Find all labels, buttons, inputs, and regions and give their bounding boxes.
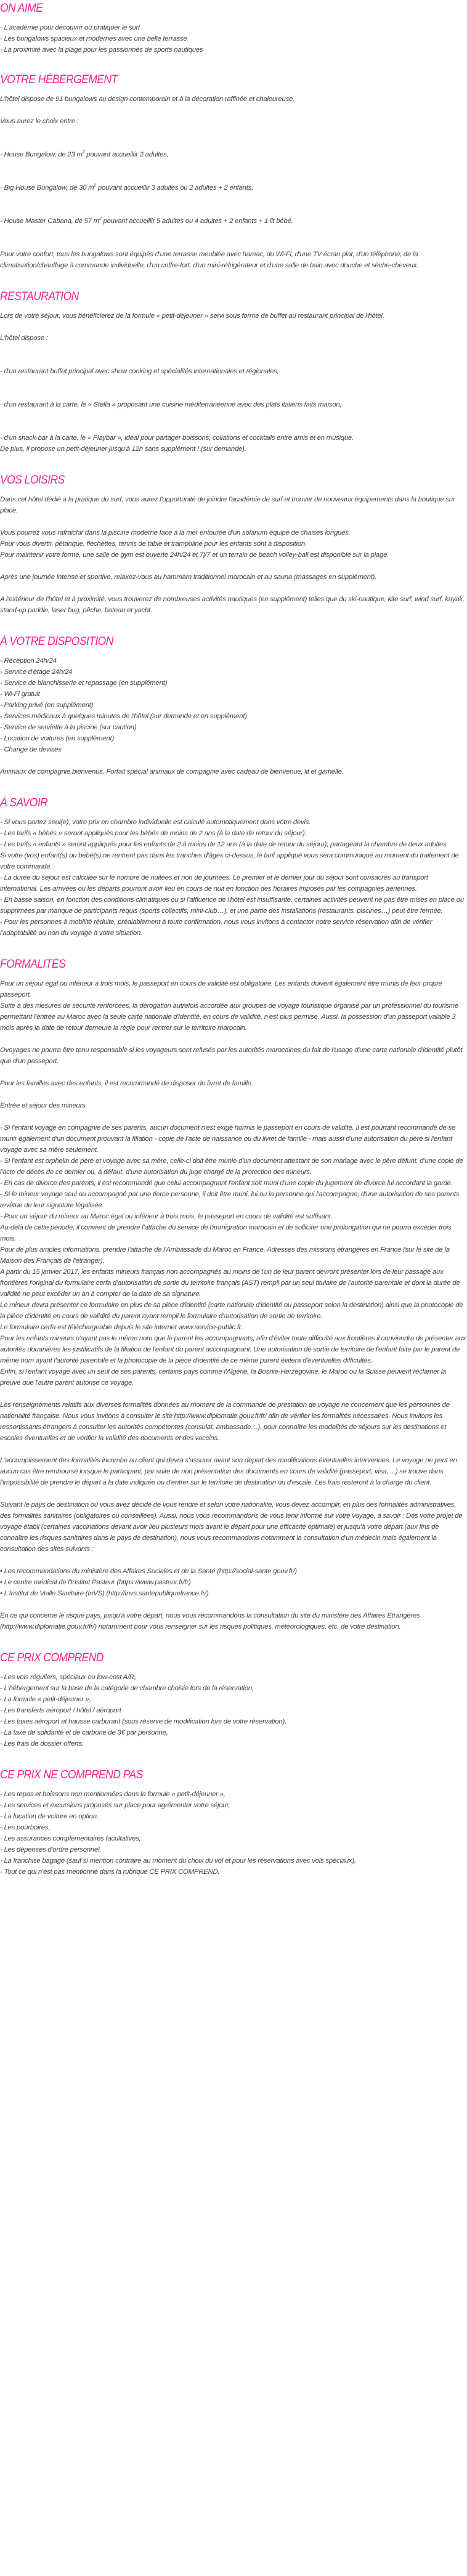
info-line: - Si vous partez seul(e), votre prix en chambre individuelle est calculé automatiquement dans votre devis. — [0, 819, 311, 826]
list-item: - La location de voiture en option, — [0, 1813, 99, 1820]
list-item: - Les transferts aéroport / hôtel / aéroport — [0, 1707, 121, 1714]
list-item: - Service de serviette à la piscine (sur caution) — [0, 724, 137, 731]
section-savoir — [0, 796, 467, 939]
formalites-paragraph: Ovoyages ne pourra être tenu responsable si les voyageurs sont refusés par les autorités marocaines du fait de l'usage d'une carte nationale d'identité plutôt que d'un passeport. — [0, 1047, 463, 1065]
formalites-paragraph: Pour un séjour égal ou inférieur à trois mois, le passeport en cours de validité est obligatoire. Les enfants doivent également être munis de leur propre passeport. Suite à des mesures de sécurité renforcées, la dérogation autrefois accordée aux groupes de voyage touristique organisé par un professionnel du tourisme permettant l'entrée au Maroc avec la seule carte nationale d'identité, en cours de validité, n'est plus permise. Aussi, la possession d'un passeport valable 3 mois après la date de retour demeure la règle pour rentrer sur le territoire marocain. — [0, 980, 458, 1032]
section-title-restauration: RESTAURATION — [0, 290, 79, 303]
list-item: - Les frais de dossier offerts. — [0, 1740, 84, 1748]
info-line: - Les tarifs « bébés » seront appliqués pour les bébés de moins de 2 ans (à la date de retour du séjour). — [0, 830, 307, 837]
list-item: - La franchise bagage (sauf si mention contraire au moment du choix du vol et pour les réservations avec vols spéciaux), — [0, 1857, 356, 1865]
room-option: - Big House Bungalow, de 30 $m^2$ pouvant accueillir 3 adultes ou 2 adultes + 2 enfants, — [0, 184, 254, 192]
product-details-page — [0, 1, 467, 1896]
health-link[interactable]: • Les recommandations du ministère des Affaires Sociales et de la Santé (http://social-sante.gouv.fr/) — [0, 1568, 297, 1575]
list-item: - Change de devises — [0, 746, 62, 753]
list-item: - La taxe de solidarité et de carbone de 3€ par personne, — [0, 1729, 168, 1736]
restauration-note: De plus, il propose un petit-déjeuner jusqu'à 12h sans supplément ! (sur demande). — [0, 445, 246, 453]
room-option: - House Bungalow, de 23 $m^2$ pouvant accueillir 2 adultes, — [0, 150, 169, 158]
section-title-on-aime: ON AIME — [0, 2, 43, 15]
info-line: - Pour les personnes à mobilité réduite, préalablement à toute confirmation, nous vous invitons à contacter notre service réservation afin de vérifier l'adaptabilité ou non du voyage à votre situation. — [0, 918, 432, 937]
list-item: - Les services et excursions proposés sur place pour agrémenter votre séjour, — [0, 1802, 230, 1809]
list-item: - d'un restaurant à la carte, le « Stella » proposant une cuisine méditerranéenne avec des plats italiens faits maison, — [0, 401, 342, 408]
formalites-paragraph: L'accomplissement des formalités incombe au client qui devra s'assurer avant son départ des modifications éventuelles intervenues. Le voyage ne peut en aucun cas être remboursé lorsque le participant, par suite de non présentation des documents en cours de validité (passeport, visa, ...) se trouve dans l'impossibilité de prendre le départ à la date indiquée ou d'entrer sur le territoire de destination ou d'escale. Les frais resteront à la charge du client. — [0, 1457, 457, 1486]
loisirs-paragraph: Dans cet hôtel dédié à la pratique du surf, vous aurez l'opportunité de joindre l'académie de surf et trouver de nouveaux équipements dans la boutique sur place. — [0, 496, 455, 514]
section-title-prix-ne-comprend-pas: CE PRIX NE COMPREND PAS — [0, 1768, 143, 1781]
list-item: - d'un restaurant buffet principal avec show cooking et spécialités internationales et régionales, — [0, 368, 279, 375]
list-item: - Tout ce qui n'est pas mentionné dans la rubrique CE PRIX COMPREND. — [0, 1868, 220, 1876]
list-item: - Les repas et boissons non mentionnées dans la formule « petit-déjeuner », — [0, 1791, 225, 1798]
section-disposition — [0, 634, 467, 777]
section-hebergement — [0, 73, 467, 271]
restauration-dispose: L'hôtel dispose : — [0, 334, 48, 342]
info-line: - La durée du séjour est calculée sur le nombre de nuitées et non de journées. Le premier et le dernier jour du séjour sont consacrés au transport international. Les arrivées ou les départs pourront avoir lieu en cours de nuit en fonction des horaires imposés par les compagnies aériennes. — [0, 874, 428, 893]
list-item: - Wi-Fi gratuit — [0, 691, 40, 698]
list-item: - La proximité avec la plage pour les passionnés de sports nautiques — [0, 46, 203, 54]
list-item: - L'hébergement sur la base de la catégorie de chambre choisie lors de la réservation, — [0, 1685, 254, 1692]
formalites-paragraph: Les renseignements relatifs aux diverses formalités données au moment de la commande de prestation de voyage ne concernent que les personnes de nationalité française. Nous vous invitons à consulter le site http://www.diplomatie.gouv.fr/fr/ afin de vérifier les formalités nécessaires. Nous invitons les ressortissants étrangers à consulter les autorités compétentes (consulat, ambassade…), pour connaître les modalités de séjours sur les destinations et escales éventuelles et de vérifier la validité des documents et des vaccins. — [0, 1401, 450, 1442]
section-title-formalites: FORMALITÉS — [0, 958, 66, 971]
loisirs-paragraph: A l'extérieur de l'hôtel et à proximité, vous trouverez de nombreuses activités nautiques (en supplément) telles que du ski-nautique, kite surf, wind surf, kayak, stand-up paddle, laser bug, pêche, bateau et yacht. — [0, 596, 465, 614]
section-title-loisirs: VOS LOISIRS — [0, 474, 65, 487]
list-item: - Service d'étage 24h/24 — [0, 668, 73, 676]
section-on-aime — [0, 1, 467, 55]
health-link[interactable]: • Le centre médical de l'Institut Pasteur (https://www.pasteur.fr/fr) — [0, 1579, 191, 1586]
section-loisirs — [0, 473, 467, 616]
list-item: - Les assurances complémentaires facultatives, — [0, 1835, 141, 1842]
section-title-prix-comprend: CE PRIX COMPREND — [0, 1651, 104, 1664]
list-item: - Réception 24h/24 — [0, 657, 57, 665]
loisirs-paragraph: Après une journée intense et sportive, relaxez-vous au hammam traditionnel marocain et au sauna (massages en supplément). — [0, 573, 377, 581]
section-title-disposition: À VOTRE DISPOSITION — [0, 635, 113, 648]
pets-note: Animaux de compagnie bienvenus. Forfait spécial animaux de compagnie avec cadeau de bienvenue, lit et gamelle. — [0, 768, 344, 776]
formalites-paragraph: Pour les familles avec des enfants, il est recommandé de disposer du livret de famille. — [0, 1080, 253, 1087]
loisirs-paragraph: Vous pourrez vous rafraichir dans la piscine moderne face à la mer entourée d'un solarium équipé de chaises longues. Pour vous divertir, pétanque, fléchettes, tennis de table et trampoline pour les enfants sont à disposition. Pour maintenir votre forme, une salle de gym est ouverte 24h/24 et 7j/7 et un terrain de beach volley-ball est disponible sur la plage. — [0, 529, 389, 559]
list-item: - d'un snack-bar à la carte, le « Playbar », idéal pour partager boissons, collations et cocktails entre amis et en musique. — [0, 434, 354, 442]
list-item: - Services médicaux à quelques minutes de l'hôtel (sur demande et en supplément) — [0, 713, 247, 720]
section-title-savoir: À SAVOIR — [0, 796, 48, 809]
section-restauration — [0, 290, 467, 455]
room-option: - House Master Cabana, de 57 $m^2$ pouvant accueillir 5 adultes ou 4 adultes + 2 enfants + 1 lit bébé. — [0, 217, 293, 225]
formalites-paragraph: En ce qui concerne le risque pays, jusqu'à votre départ, nous vous recommandons la consultation du site du ministère des Affaires Etrangères (http://www.diplomatie.gouv.fr/fr/) notamment pour vous renseigner sur les risques politiques, météorologiques, etc. de votre destination. — [0, 1612, 420, 1630]
section-prix-ne-comprend-pas — [0, 1768, 467, 1877]
formalites-subheading-mineurs: Entrée et séjour des mineurs — [0, 1102, 86, 1109]
minors-rules: - Si l'enfant voyage en compagnie de ses parents, aucun document n'est exigé hormis le passeport en cours de validité. Il est pourtant recommandé de se munir également d'un document prouvant la filiation - copie de l'acte de naissance ou du livret de famille - mais aussi d'une autorisation du père si l'enfant voyage avec sa mère seulement. - Si l'enfant est orphelin de père et voyage avec sa mère, celle-ci doit être munie d'un document attestant de son mariage avec le père défunt, d'une copie de l'acte de décès de ce dernier ou, à défaut, d'une autorisation du juge chargé de la protection des mineurs. - En cas de divorce des parents, il est recommandé que celui accompagnant l'enfant soit muni d'une copie du jugement de divorce lui accordant la garde. - Si le mineur voyage seul ou accompagné par une tierce personne, il doit être muni, lui ou la personne qui l'accompagne, d'une autorisation de ses parents revêtue de leur signature légalisée. - Pour un séjour du mineur au Maroc égal ou inférieur à trois mois, le passeport en cours de validité est suffisant. Au-delà de cette période, il convient de prendre l'attache du service de l'immigration marocain et de solliciter une prolongation qui ne pourra excéder trois mois. Pour de plus amples informations, prendre l'attache de l'Ambassade du Maroc en France. Adresses des missions étrangères en France (sur le site de la Maison des Français de l'étranger). A partir du 15 janvier 2017, les enfants mineurs français non accompagnés au moins de l'un de leur parent devront présenter lors de leur passage aux frontières l'original du formulaire cerfa d'autorisation de sortie du territoire français (AST) rempli par un seul titulaire de l'autorité parentale et dont la durée de validité ne peut excéder un an à compter de la date de sa signature. Le mineur devra présenter ce formulaire en plus de sa pièce d'identité (carte nationale d'identité ou passeport selon la destination) ainsi que la photocopie de la pièce d'identité en cours de validité du parent ayant rempli le formulaire d'autorisation de sortie de territoire. Le formulaire cerfa est téléchargeable depuis le site internet www.service-public.fr. Pour les enfants mineurs n'ayant pas le même nom que le parent les accompagnants, afin d'éviter toute difficulté aux frontières il conviendra de présenter aux autorités douanières les justificatifs de la filiation de l'enfant du parent accompagnant. Une autorisation de sortie de territoire de l'enfant faite par le parent de même nom ayant l'autorité parentale et la photocopie de la pièce d'identité de ce même parent évitera d'éventuelles difficultés. Enfin, si l'enfant voyage avec un seul de ses parents, certains pays comme l'Algérie, la Bosnie-Herzégovine, le Maroc ou la Suisse peuvent réclamer la preuve que l'autre parent autorise ce voyage. — [0, 1124, 466, 1387]
list-item: - Les taxes aéroport et hausse carburant (sous réserve de modification lors de votre réservation), — [0, 1718, 286, 1725]
info-line: Si votre (vos) enfant(s) ou bébé(s) ne rentrent pas dans les tranches d'âges ci-dessus, le tarif appliqué vous sera communiqué au moment du traitement de votre commande. — [0, 852, 459, 870]
info-line: - En basse saison, en fonction des conditions climatiques ou si l'affluence de l'hôtel est insuffisante, certaines activités peuvent ne pas être mises en place ou supprimées par manque de participants requis (sports collectifs, mini-club…), et une partie des installations (restaurants, piscines…) peut être fermée. — [0, 896, 464, 915]
formalites-paragraph: Suivant le pays de destination où vous avez décidé de vous rendre et selon votre nationalité, vous devez accomplir, en plus des formalités administratives, des formalités sanitaires (obligatoires ou conseillées). Aussi, nous vous recommandons de vous tenir informé sur votre voyage, à savoir : Dès votre projet de voyage établi (certaines vaccinations devant avoir lieu plusieurs mois avant le départ pour une efficacité optimale) et jusqu'à votre départ (aux fins de connaître les risques sanitaires dans le pays de destination), nous vous recommandons notamment la consultation d'un médecin mais également la consultation des sites suivants : — [0, 1501, 463, 1553]
list-item: - Service de blanchisserie et repassage (en supplément) — [0, 679, 168, 687]
info-line: - Les tarifs « enfants » seront appliqués pour les enfants de 2 à moins de 12 ans (à la date de retour du séjour), partageant la chambre de deux adultes. — [0, 841, 449, 848]
health-link[interactable]: • L'Institut de Veille Sanitaire (InVS) (http://invs.santepubliquefrance.fr/) — [0, 1590, 209, 1597]
section-prix-comprend — [0, 1651, 467, 1749]
list-item: - Les pourboires, — [0, 1824, 51, 1831]
section-title-hebergement: VOTRE HÉBERGEMENT — [0, 73, 118, 86]
list-item: - Les dépenses d'ordre personnel, — [0, 1846, 102, 1853]
hebergement-intro: L'hôtel dispose de 91 bungalows au design contemporain et à la décoration raffinée et chaleureuse. — [0, 95, 294, 103]
list-item: - L'académie pour découvrir ou pratiquer le surf — [0, 24, 140, 31]
hebergement-comfort: Pour votre confort, tous les bungalows sont équipés d'une terrasse meublée avec hamac, du Wi-Fi, d'une TV écran plat, d'un téléphone, de la climatisation/chauffage à commande individuelle, d'un coffre-fort, d'un mini-réfrigérateur et d'une salle de bain avec douche et sèche-cheveux. — [0, 251, 419, 269]
list-item: - Les vols réguliers, spéciaux ou low-cost A/R, — [0, 1674, 136, 1681]
section-formalites — [0, 957, 467, 1632]
list-item: - Les bungalows spacieux et modernes avec une belle terrasse — [0, 35, 187, 43]
restauration-intro: Lors de votre séjour, vous bénéficierez de la formule « petit-déjeuner » servi sous forme de buffet au restaurant principal de l'hôtel. — [0, 312, 384, 320]
health-links — [0, 1566, 467, 1599]
list-item: - Parking privé (en supplément) — [0, 702, 94, 709]
list-item: - La formule « petit-déjeuner », — [0, 1696, 91, 1703]
list-item: - Location de voitures (en supplément) — [0, 735, 114, 742]
hebergement-choice-intro: Vous aurez le choix entre : — [0, 118, 79, 125]
